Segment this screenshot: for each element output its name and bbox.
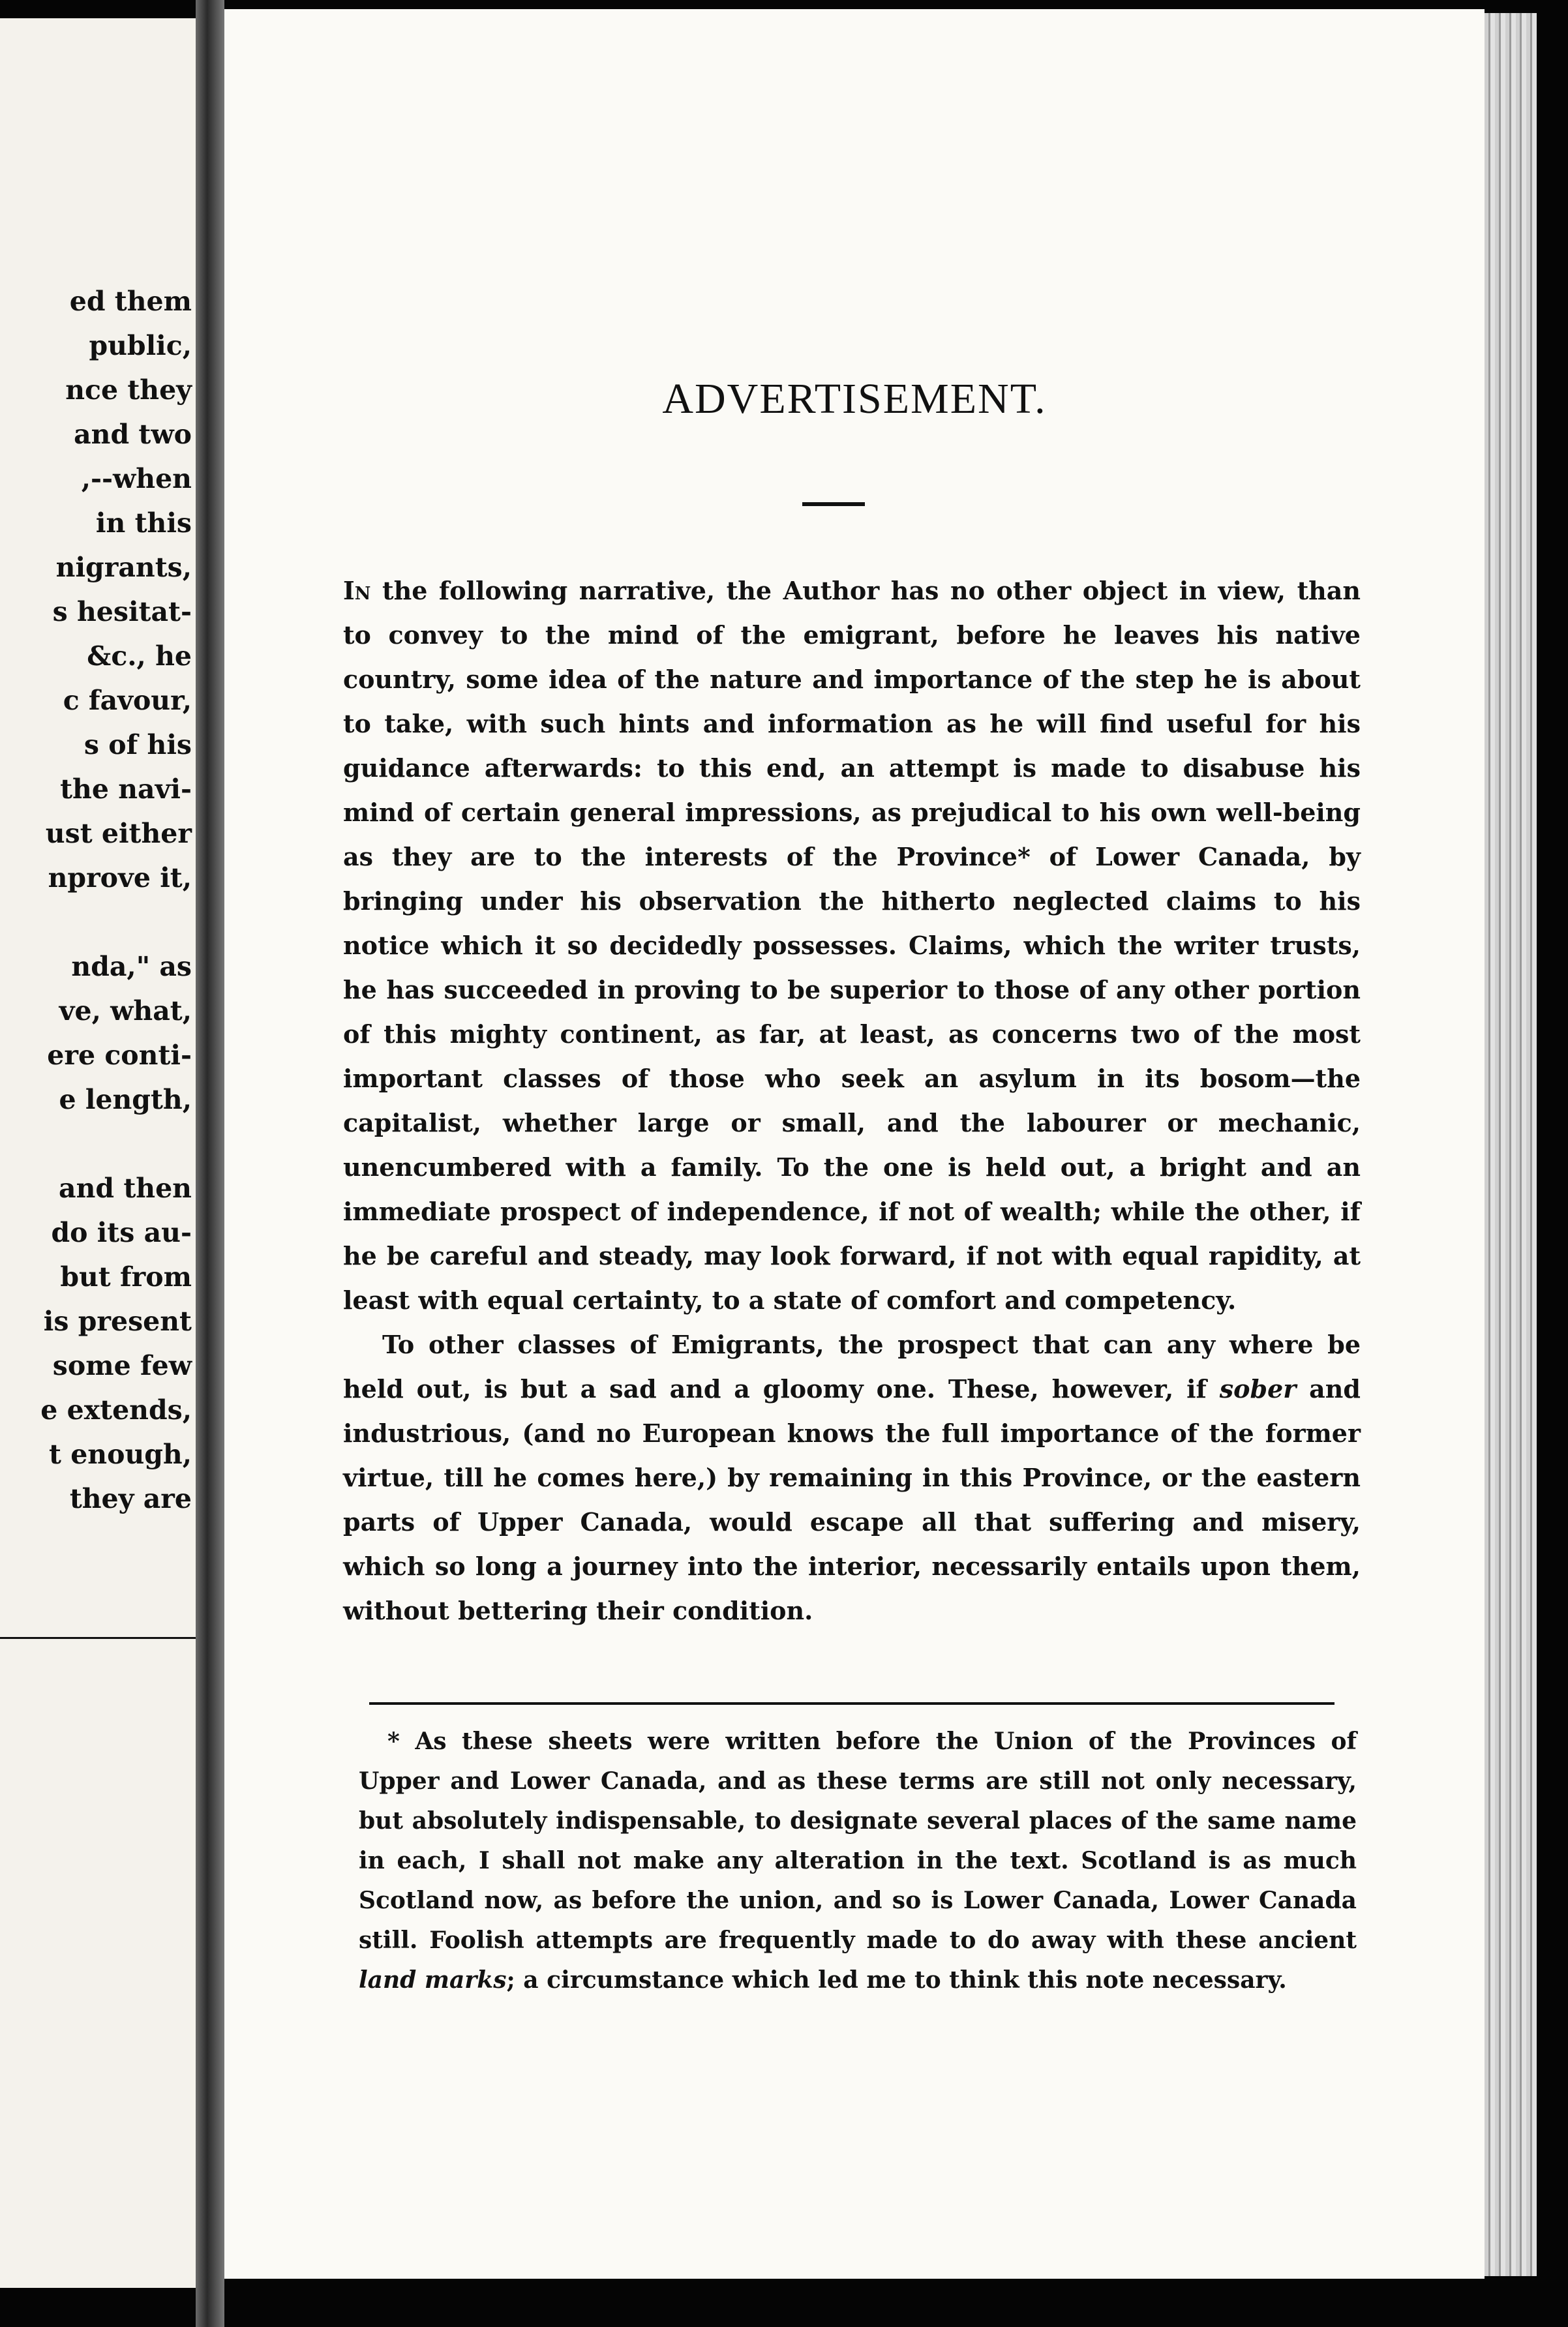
left-page-line: in this [95, 507, 192, 539]
left-page-line: c favour, [63, 685, 192, 716]
page-edges [1485, 13, 1537, 2276]
paragraph-1-initial: In [343, 576, 371, 605]
footnote-italic: land marks [359, 1966, 507, 1994]
left-page-line: nprove it, [48, 862, 192, 893]
left-page-line: nce they [65, 374, 192, 406]
paragraph-2-text-a: To other classes of Emigrants, the prospect that can any where be held out, is but a sad and a gloomy one. These, however, if [343, 1330, 1361, 1404]
left-page-line: they are [69, 1483, 192, 1514]
left-page-line: and then [59, 1173, 192, 1204]
footnote [359, 1722, 1357, 2000]
left-facing-page [0, 18, 196, 2288]
left-page-line: t enough, [48, 1439, 192, 1470]
left-page-line: s hesitat- [52, 596, 192, 627]
paragraph-2-text-b: and industrious, (and no European knows the full importance of the former virtue, till he comes here,) by remaining in this Province, or the eastern parts of Upper Canada, would escape all that suffering and misery, which so long a journey into the interior, necessarily entails upon them, without bettering their condition. [343, 1374, 1361, 1625]
left-page-line: ere conti- [47, 1040, 192, 1071]
left-page-line: &c., he [87, 640, 192, 672]
left-page-line: public, [89, 330, 192, 361]
left-page-line: e extends, [40, 1394, 192, 1426]
main-page [224, 9, 1485, 2279]
page-title: ADVERTISEMENT. [662, 375, 1047, 423]
body-text [343, 569, 1361, 1633]
book-gutter [196, 0, 224, 2327]
left-page-line: s of his [83, 729, 192, 760]
left-page-line: but from [60, 1261, 192, 1293]
title-rule [802, 502, 865, 506]
paragraph-1-text: the following narrative, the Author has no other object in view, than to convey to the mind of the emigrant, before he leaves his native country, some idea of the nature and importance of the step he is about to take, with such hints and information as he will find useful for his guidance afterwards: to this end, an attempt is made to disabuse his mind of certain general impressions, as prejudical to his own well-being as they are to the interests of the Province* of Lower Canada, by bringing under his observation the hitherto neglected claims to his notice which it so decidedly possesses. Claims, which the writer trusts, he has succeeded in proving to be superior to those of any other portion of this mighty continent, as far, at least, as concerns two of the most important classes of those who seek an asylum in its bosom—the capitalist, whether large or small, and the labourer or mechanic, unencumbered with a family. To the one is held out, a bright and an immediate prospect of independence, if not of wealth; while the other, if he be careful and steady, may look forward, if not with equal rapidity, at least with equal certainty, to a state of comfort and competency. [343, 576, 1361, 1315]
footnote-text-b: ; a circumstance which led me to think this note necessary. [506, 1966, 1287, 1994]
footnote-rule [369, 1702, 1334, 1705]
left-page-line [40, 1122, 192, 1166]
left-page-line [40, 900, 192, 944]
left-page-line: nda," as [71, 951, 192, 982]
left-page-line: some few [52, 1350, 192, 1381]
paragraph-2-italic: sober [1219, 1374, 1297, 1404]
left-page-line: ,--when [81, 463, 192, 494]
left-page-line: the navi- [60, 773, 192, 805]
left-page-line: nigrants, [55, 552, 192, 583]
left-page-footnote-rule [0, 1637, 196, 1639]
left-page-line: ust either [45, 818, 192, 849]
paragraph-2 [343, 1323, 1361, 1633]
left-page-line: and two [74, 419, 192, 450]
footnote-text-a: * As these sheets were written before the Union of the Provinces of Upper and Lower Canada, and as these terms are still not only necessary, but absolutely indispensable, to designate several places of the same name in each, I shall not make any alteration in the text. Scotland is as much Scotland now, as before the union, and so is Lower Canada, Lower Canada still. Foolish attempts are frequently made to do away with these ancient [359, 1728, 1357, 1954]
left-page-line: ed them [69, 286, 192, 317]
paragraph-1 [343, 569, 1361, 1323]
left-page-line: ve, what, [59, 995, 192, 1027]
left-page-line: do its au- [51, 1217, 192, 1248]
left-page-text [40, 279, 192, 1521]
left-page-line: is present [43, 1306, 192, 1337]
left-page-line: e length, [59, 1084, 192, 1115]
